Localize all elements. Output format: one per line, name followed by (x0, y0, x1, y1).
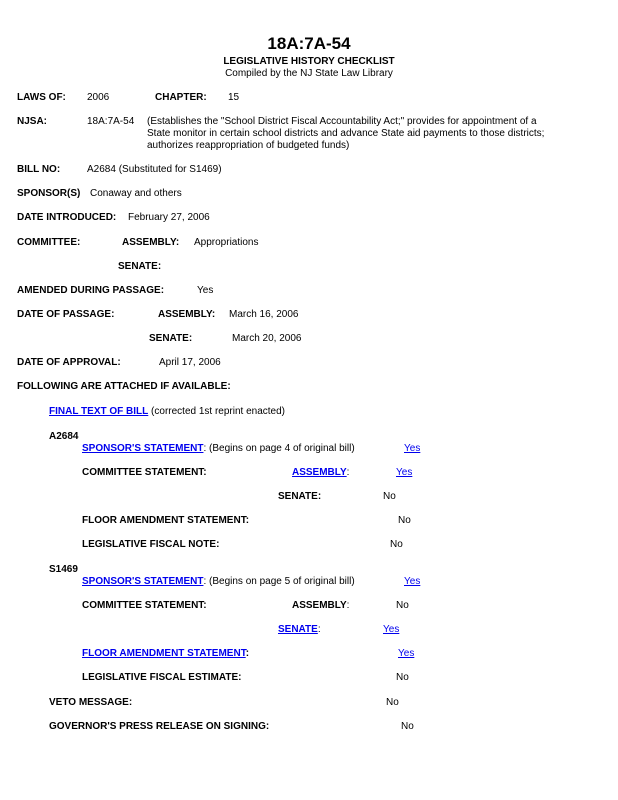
s1469-sponsor-yes-link[interactable]: Yes (404, 576, 421, 587)
s1469-sponsor-row (82, 576, 355, 588)
s1469-senate-link[interactable]: SENATE (278, 624, 318, 635)
date-of-passage-label: DATE OF PASSAGE: (17, 309, 115, 320)
a2684-assembly-link[interactable]: ASSEMBLY (292, 467, 347, 478)
a2684-sponsor-row (82, 443, 355, 455)
chapter-value: 15 (228, 92, 240, 103)
a2684-assembly-colon: : (346, 467, 350, 478)
s1469-assembly-row (292, 600, 349, 612)
committee-assembly-value: Appropriations (194, 237, 259, 248)
attached-heading: FOLLOWING ARE ATTACHED IF AVAILABLE: (17, 381, 231, 392)
veto-value: No (386, 697, 399, 708)
laws-of-value: 2006 (87, 92, 110, 103)
date-of-approval-value: April 17, 2006 (159, 357, 221, 368)
committee-senate-label: SENATE: (118, 261, 162, 272)
compiled-by: Compiled by the NJ State Law Library (225, 68, 393, 79)
s1469-committee-label: COMMITTEE STATEMENT: (82, 600, 207, 611)
passage-senate-label: SENATE: (149, 333, 193, 344)
njsa-label: NJSA: (17, 116, 48, 127)
a2684-sponsor-statement-link[interactable]: SPONSOR'S STATEMENT (82, 443, 204, 454)
a2684-floor-value: No (398, 515, 411, 526)
s1469-assembly-value: No (396, 600, 409, 611)
governor-label: GOVERNOR'S PRESS RELEASE ON SIGNING: (49, 721, 270, 732)
sponsors-label: SPONSOR(S) (17, 188, 81, 199)
final-text-note: (corrected 1st reprint enacted) (151, 406, 285, 417)
committee-label: COMMITTEE: (17, 237, 81, 248)
a2684-assembly-row (292, 467, 349, 479)
bill-no-label: BILL NO: (17, 164, 61, 175)
laws-of-label: LAWS OF: (17, 92, 66, 103)
a2684-senate-label: SENATE: (278, 491, 322, 502)
a2684-fiscal-value: No (390, 539, 403, 550)
passage-senate-value: March 20, 2006 (232, 333, 302, 344)
njsa-value: 18A:7A-54 (87, 116, 135, 127)
s1469-fiscal-label: LEGISLATIVE FISCAL ESTIMATE: (82, 672, 242, 683)
s1469-senate-row (278, 624, 321, 636)
veto-label: VETO MESSAGE: (49, 697, 133, 708)
njsa-description: (Establishes the "School District Fiscal Accountability Act;" provides for appointment of a State monitor in certain school districts and advance State aid payments to those districts; authorizes reappropriation of budgeted funds) (147, 116, 545, 151)
bill-no-value: A2684 (Substituted for S1469) (87, 164, 222, 175)
passage-assembly-value: March 16, 2006 (229, 309, 299, 320)
date-introduced-label: DATE INTRODUCED: (17, 212, 117, 223)
a2684-sponsor-note: : (Begins on page 4 of original bill) (203, 443, 355, 454)
final-text-row (49, 406, 285, 418)
a2684-senate-value: No (383, 491, 396, 502)
date-of-approval-label: DATE OF APPROVAL: (17, 357, 121, 368)
a2684-floor-label: FLOOR AMENDMENT STATEMENT: (82, 515, 250, 526)
a2684-heading: A2684 (49, 431, 79, 442)
s1469-senate-yes-link[interactable]: Yes (383, 624, 400, 635)
s1469-heading: S1469 (49, 564, 78, 575)
passage-assembly-label: ASSEMBLY: (158, 309, 216, 320)
s1469-sponsor-statement-link[interactable]: SPONSOR'S STATEMENT (82, 576, 204, 587)
committee-assembly-label: ASSEMBLY: (122, 237, 180, 248)
a2684-assembly-yes-link[interactable]: Yes (396, 467, 413, 478)
s1469-fiscal-value: No (396, 672, 409, 683)
s1469-floor-amendment-link[interactable]: FLOOR AMENDMENT STATEMENT (82, 648, 246, 659)
s1469-assembly-colon: : (346, 600, 350, 611)
final-text-link[interactable]: FINAL TEXT OF BILL (49, 406, 149, 417)
sponsors-value: Conaway and others (90, 188, 182, 199)
a2684-fiscal-label: LEGISLATIVE FISCAL NOTE: (82, 539, 220, 550)
s1469-floor-colon: : (245, 648, 250, 659)
page-subtitle: LEGISLATIVE HISTORY CHECKLIST (223, 56, 395, 67)
a2684-committee-label: COMMITTEE STATEMENT: (82, 467, 207, 478)
a2684-sponsor-yes-link[interactable]: Yes (404, 443, 421, 454)
amended-value: Yes (197, 285, 214, 296)
chapter-label: CHAPTER: (155, 92, 207, 103)
s1469-senate-colon: : (317, 624, 321, 635)
s1469-assembly-label: ASSEMBLY (292, 600, 347, 611)
s1469-sponsor-note: : (Begins on page 5 of original bill) (203, 576, 355, 587)
s1469-floor-yes-link[interactable]: Yes (398, 648, 415, 659)
page-title: 18A:7A-54 (267, 34, 351, 53)
governor-value: No (401, 721, 414, 732)
amended-label: AMENDED DURING PASSAGE: (17, 285, 165, 296)
s1469-floor-row (82, 648, 249, 660)
date-introduced-value: February 27, 2006 (128, 212, 210, 223)
